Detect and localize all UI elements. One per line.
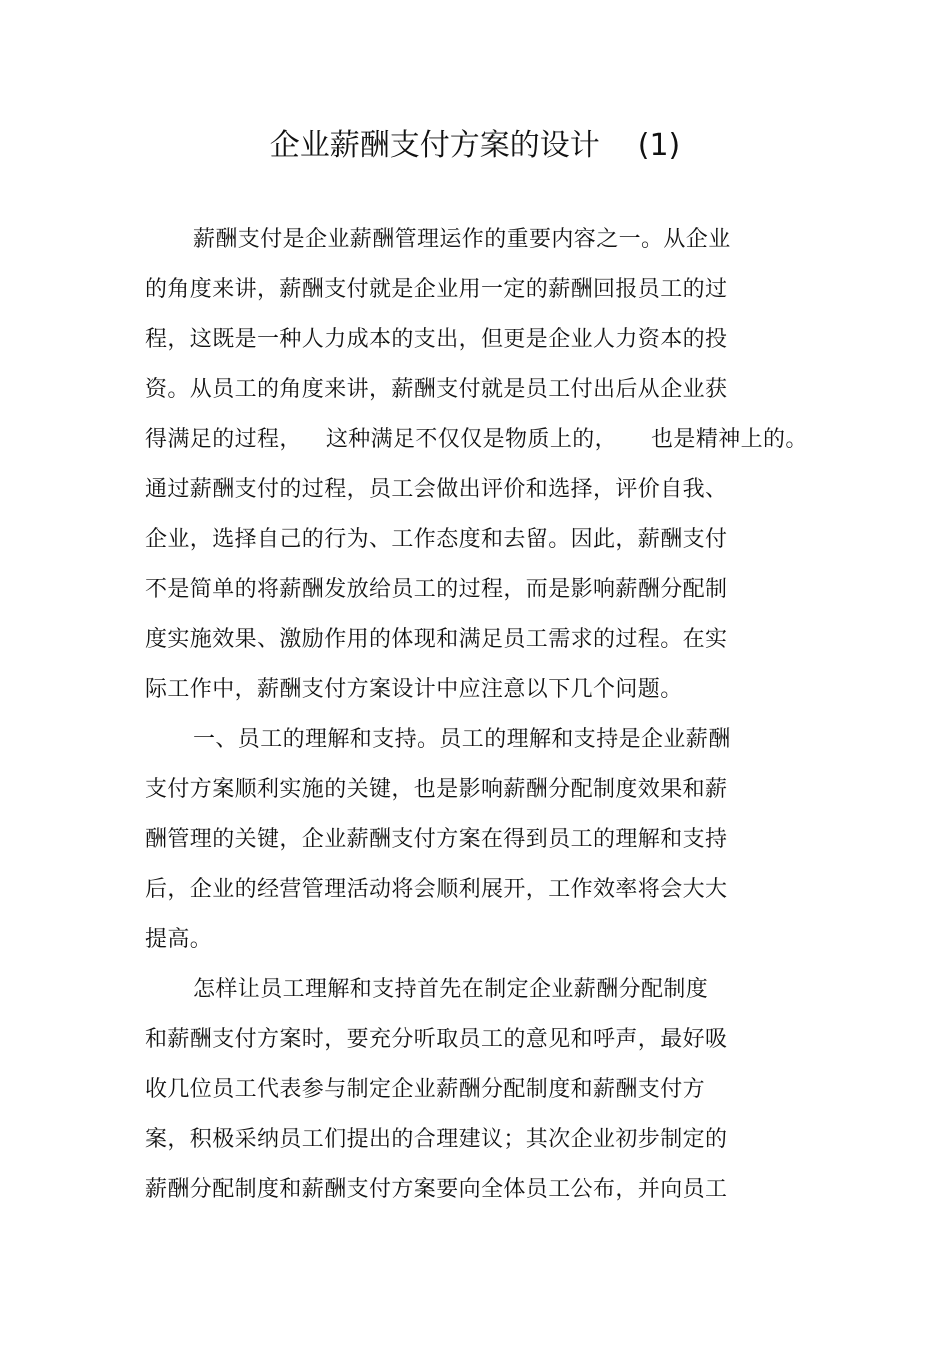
- paragraph-line: 薪酬分配制度和薪酬支付方案要向全体员工公布，并向员工: [145, 1177, 728, 1202]
- paragraph-line: 程，这既是一种人力成本的支出，但更是企业人力资本的投: [145, 327, 728, 352]
- paragraph-line: 案，积极采纳员工们提出的合理建议；其次企业初步制定的: [145, 1127, 728, 1152]
- paragraph-line: 不是简单的将薪酬发放给员工的过程，而是影响薪酬分配制: [145, 577, 728, 602]
- line-segment: 这种满足不仅仅是物质上的，: [325, 427, 618, 452]
- line-segment: 得满足的过程，: [145, 427, 302, 452]
- document-title: [0, 124, 950, 168]
- paragraph-line: 度实施效果、激励作用的体现和满足员工需求的过程。在实: [145, 627, 728, 652]
- paragraph-line: 资。从员工的角度来讲，薪酬支付就是员工付出后从企业获: [145, 377, 728, 402]
- paragraph-line: 一、员工的理解和支持。员工的理解和支持是企业薪酬: [193, 727, 731, 752]
- paragraph-line-spaced: [145, 425, 808, 455]
- paragraph-line: 酬管理的关键，企业薪酬支付方案在得到员工的理解和支持: [145, 827, 728, 852]
- paragraph-line: 提高。: [145, 927, 213, 952]
- paragraph-line: 企业，选择自己的行为、工作态度和去留。因此，薪酬支付: [145, 527, 728, 552]
- title-number: (1): [637, 128, 681, 163]
- line-segment: 也是精神上的。: [651, 427, 808, 452]
- paragraph-line: 后，企业的经营管理活动将会顺利展开，工作效率将会大大: [145, 877, 728, 902]
- paragraph-line: 通过薪酬支付的过程，员工会做出评价和选择，评价自我、: [145, 477, 728, 502]
- title-text: 企业薪酬支付方案的设计: [269, 128, 600, 163]
- paragraph-line: 际工作中，薪酬支付方案设计中应注意以下几个问题。: [145, 677, 683, 702]
- paragraph-line: 和薪酬支付方案时，要充分听取员工的意见和呼声，最好吸: [145, 1027, 728, 1052]
- paragraph-line: 收几位员工代表参与制定企业薪酬分配制度和薪酬支付方: [145, 1077, 706, 1102]
- paragraph-line: 的角度来讲，薪酬支付就是企业用一定的薪酬回报员工的过: [145, 277, 728, 302]
- paragraph-line: 怎样让员工理解和支持首先在制定企业薪酬分配制度: [193, 977, 709, 1002]
- paragraph-line: 薪酬支付是企业薪酬管理运作的重要内容之一。从企业: [193, 227, 731, 252]
- paragraph-line: 支付方案顺利实施的关键，也是影响薪酬分配制度效果和薪: [145, 777, 728, 802]
